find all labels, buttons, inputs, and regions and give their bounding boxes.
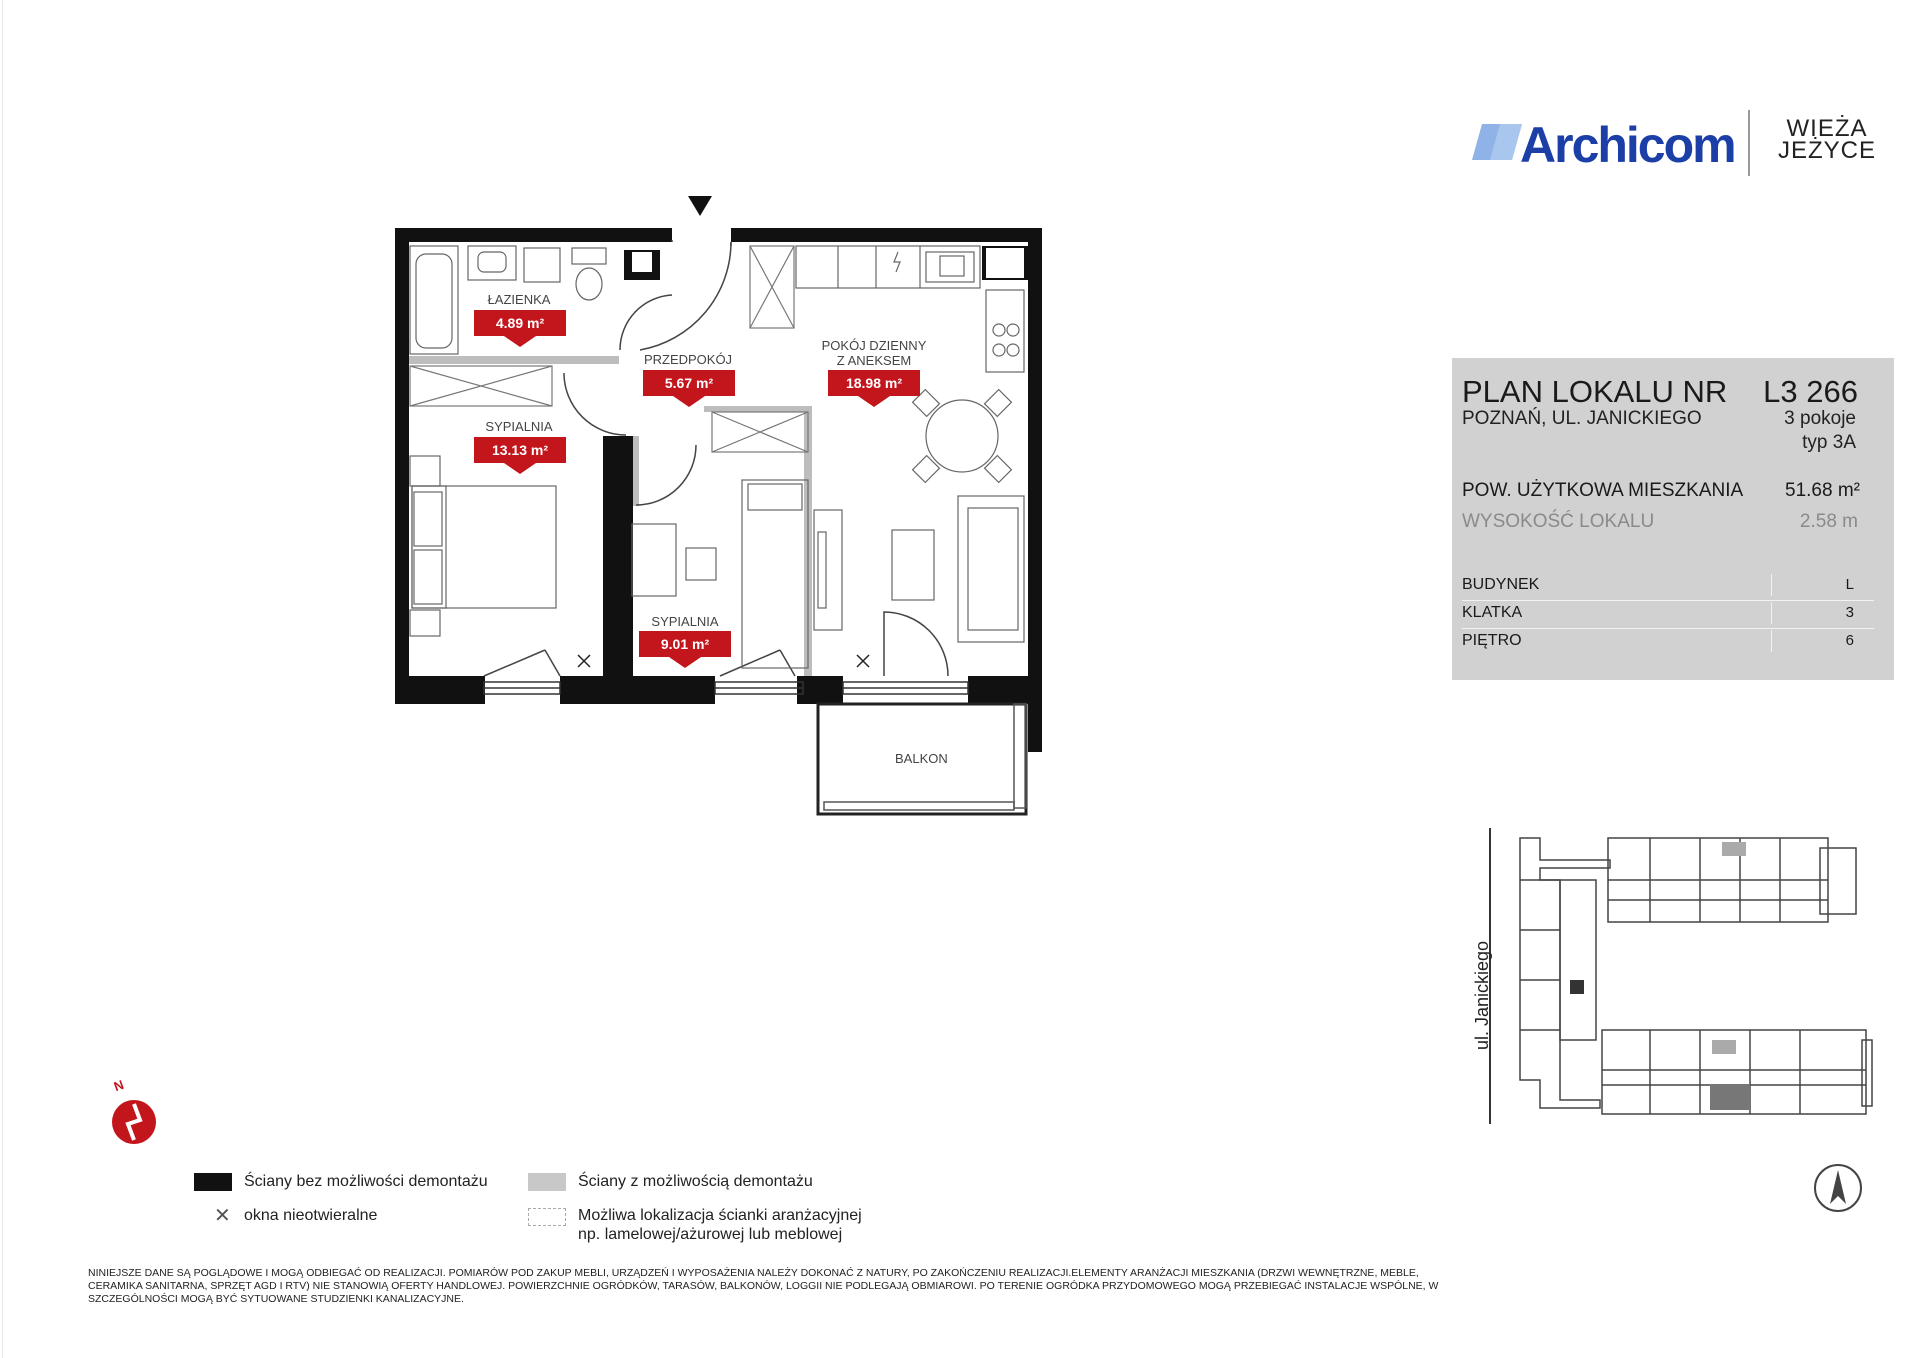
room-name-hall: PRZEDPOKÓJ [643, 352, 733, 367]
room-name-balcony: BALKON [895, 751, 948, 766]
room-name-bedroom2: SYPIALNIA [651, 614, 719, 629]
row-value: L [1845, 576, 1854, 593]
room-name-bathroom: ŁAZIENKA [487, 292, 551, 307]
north-compass-icon [112, 1100, 156, 1144]
row-label: KLATKA [1462, 604, 1523, 621]
area-tag-bathroom: 4.89 m² [474, 310, 566, 336]
legend-removable-text: Ściany z możliwością demontażu [578, 1173, 813, 1190]
legend-fixed-swatch [194, 1173, 232, 1191]
legend-partition-text-1: Możliwa lokalizacja ścianki aranżacyjnej [578, 1207, 862, 1224]
room-count: 3 pokoje [1784, 408, 1856, 429]
plan-title: PLAN LOKALU NR [1462, 374, 1728, 409]
area-tag-bedroom1: 13.13 m² [474, 437, 566, 463]
unit-type: typ 3A [1802, 432, 1856, 453]
legend-non-opening-text: okna nieotwieralne [244, 1207, 378, 1224]
area-tag-hall: 5.67 m² [643, 370, 735, 396]
room-name-living-line2: Z ANEKSEM [836, 353, 912, 368]
street-label: ul. Janickiego [1472, 940, 1492, 1050]
windows [484, 682, 968, 694]
area-label: POW. UŻYTKOWA MIESZKANIA [1462, 480, 1744, 501]
legend-fixed-text: Ściany bez możliwości demontażu [244, 1173, 488, 1190]
row-label: BUDYNEK [1462, 576, 1540, 593]
entrance-arrow-icon [688, 196, 712, 216]
logo-text: Archicom [1520, 117, 1735, 173]
legend-removable-swatch [528, 1173, 566, 1191]
disclaimer: NINIEJSZE DANE SĄ POGLĄDOWE I MOGĄ ODBIEGAĆ OD REALIZACJI. POMIARÓW POD ZAKUP MEBLI, URZĄDZEŃ I WYPOSAŻENIA NALEŻY DOKONAĆ Z NATURY, PO ZAKOŃCZENIU REALIZACJI.ELEMENTY ARANŻACJI MIESZKANIA (DRZWI WEWNĘTRZNE, MEBLE, CERAMIKA SANITARNA, SPRZĘT AGD I RTV) NIE STANOWIĄ OFERTY HANDLOWEJ. POWIERZCHNIE OGRÓDKÓW, TARASÓW, BALKONÓW, LOGGII NIE PODLEGAJĄ OBMIAROWI. PO TERENIE OGRÓDKA PRZYDOMOWEGO MOGĄ PRZEBIEGAĆ INSTALACJE WSPÓLNE, W SZCZEGÓLNOŚCI MOGĄ BYĆ SYTUOWANE STUDZIENKI KANALIZACYJNE. [88, 1267, 1439, 1305]
room-name-bedroom1: SYPIALNIA [485, 419, 553, 434]
project-line2: JEŻYCE [1777, 137, 1876, 164]
area-tag-living: 18.98 m² [828, 370, 920, 396]
highlighted-unit [1710, 1084, 1750, 1110]
area-value: 51.68 m² [1785, 480, 1860, 501]
bedroom1-furniture [410, 456, 556, 636]
non-opening-window-icon: ✕ [214, 1205, 231, 1227]
legend-partition-text-2: np. lamelowej/ażurowej lub meblowej [578, 1226, 843, 1243]
height-label: WYSOKOŚĆ LOKALU [1462, 511, 1655, 532]
height-value: 2.58 m [1799, 511, 1858, 532]
partition-boxes [410, 246, 808, 452]
area-tag-bedroom2: 9.01 m² [639, 631, 731, 657]
row-label: PIĘTRO [1462, 632, 1522, 649]
row-value: 6 [1845, 632, 1854, 649]
site-plan [1490, 828, 1872, 1211]
legend-partition-swatch [528, 1208, 566, 1226]
living-room-furniture [814, 390, 1024, 642]
row-value: 3 [1845, 604, 1854, 621]
project-line1: WIEŻA [1786, 115, 1868, 142]
unit-number: L3 266 [1763, 374, 1858, 409]
address: POZNAŃ, UL. JANICKIEGO [1462, 408, 1702, 429]
compass-label: N [111, 1076, 126, 1095]
room-name-living-line1: POKÓJ DZIENNY [821, 338, 927, 353]
